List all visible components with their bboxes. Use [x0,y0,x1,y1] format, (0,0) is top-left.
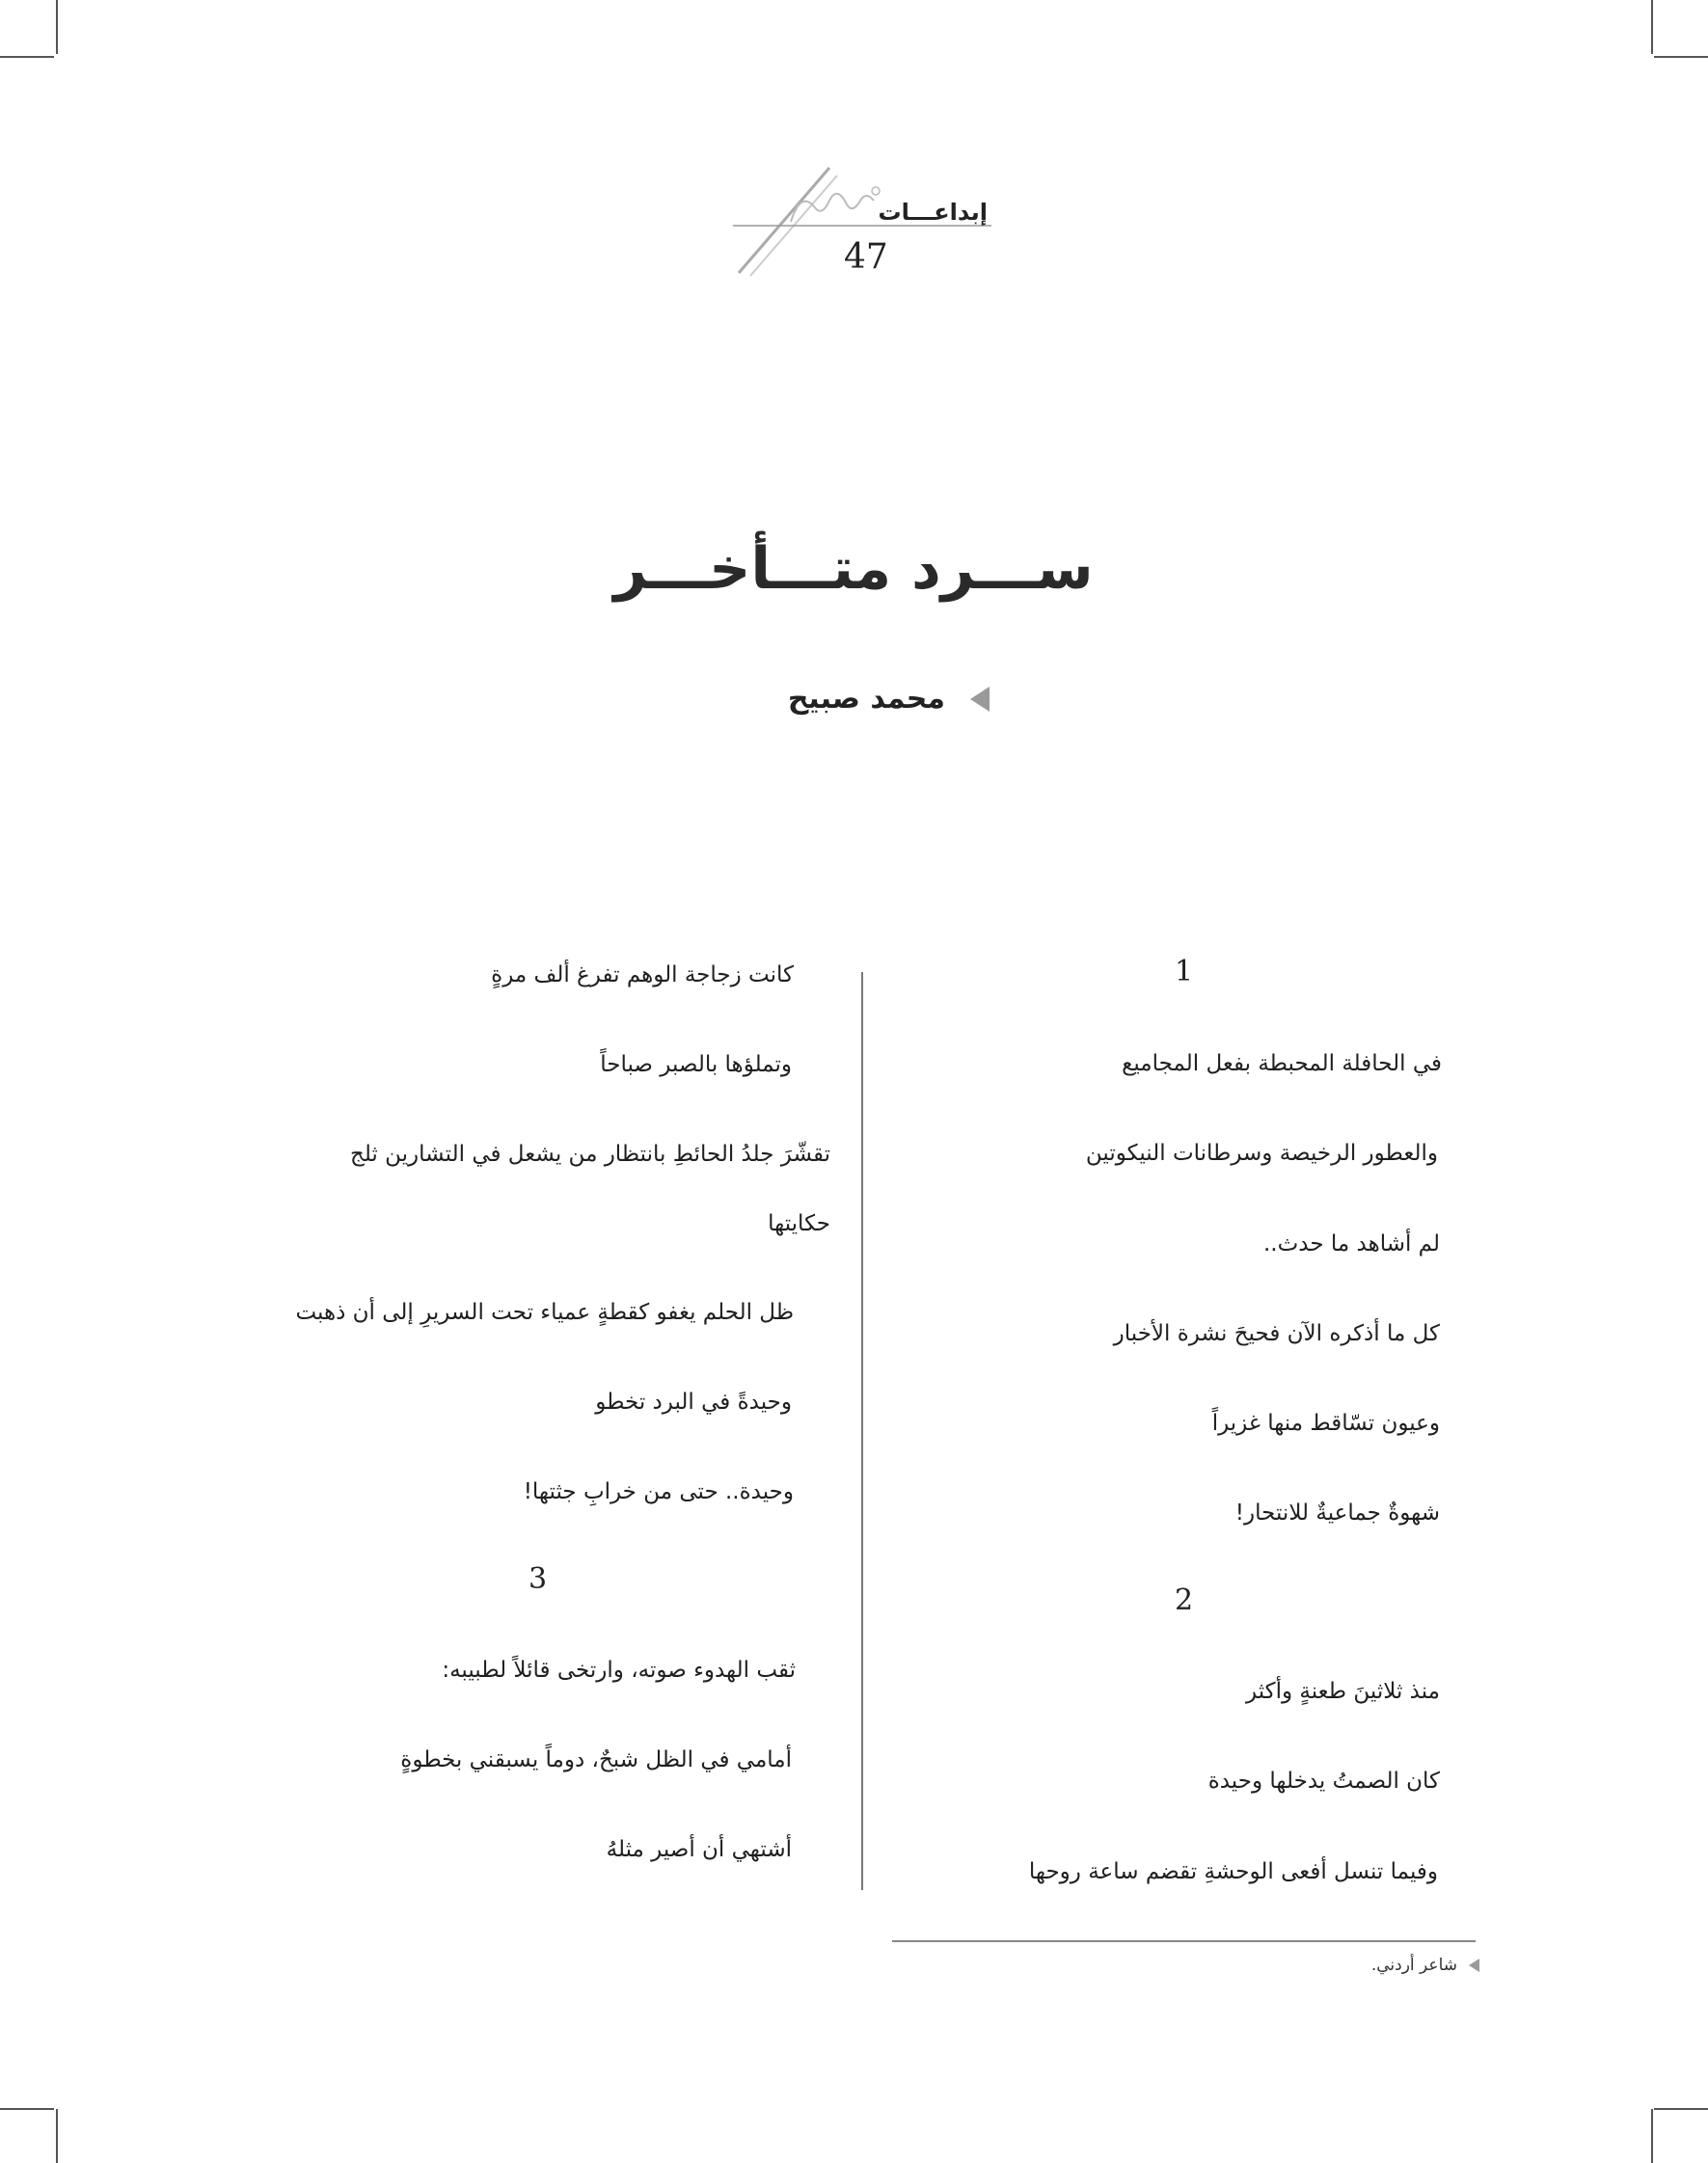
poem-line: وعيون تسّاقط منها غزيراً [1211,1411,1440,1436]
footnote [1371,1956,1479,1975]
crop-mark [1654,2108,1708,2110]
crop-mark [56,2109,58,2163]
footnote-rule [892,1940,1476,1942]
crop-mark [1654,56,1708,58]
poem-line: في الحافلة المحبطة بفعل المجاميع [1122,1051,1442,1076]
poem-line: أمامي في الظل شبحٌ، دوماً يسبقني بخطوةٍ [400,1747,792,1772]
section-number: 2 [1175,1583,1194,1617]
poem-line: والعطور الرخيصة وسرطانات النيكوتين [1085,1141,1438,1166]
crop-mark [56,0,58,54]
poem-line: لم أشاهد ما حدث.. [1262,1231,1440,1257]
page-number: 47 [844,237,888,277]
column-divider [861,972,863,1890]
footnote-text: شاعر أردني. [1370,1956,1457,1975]
poem-line: ظل الحلم يغفو كقطةٍ عمياء تحت السريرِ إلى أن ذهبت [295,1300,794,1325]
poem-line: حكايتها [768,1211,830,1236]
triangle-bullet-icon [1469,1959,1479,1972]
section-number: 3 [529,1562,548,1596]
crop-mark [1651,2109,1653,2163]
crop-mark [0,2108,54,2110]
poem-line: منذ ثلاثينَ طعنةٍ وأكثر [1246,1679,1440,1704]
section-label: إبداعـــات [878,199,988,226]
crop-mark [0,56,54,58]
poem-line: شهوةٌ جماعيةٌ للانتحار! [1234,1501,1440,1526]
triangle-bullet-icon [970,687,990,712]
poem-line: وتملؤها بالصبر صباحاً [600,1052,792,1077]
poem-line: وفيما تنسل أفعى الوحشةِ تقضم ساعة روحها [1028,1859,1438,1884]
poem-line: تقشّرَ جلدُ الحائطِ بانتظار من يشعل في التشارين ثلج [349,1142,830,1167]
page-header [733,162,1003,287]
poem-line: كل ما أذكره الآن فحيحَ نشرة الأخبار [1113,1321,1440,1346]
section-number: 1 [1175,955,1194,988]
poem-line: أشتهي أن أصير مثلهُ [606,1837,792,1862]
author-name: محمد صبيح [787,682,945,716]
author-byline [788,682,990,716]
poem-line: وحيدة.. حتى من خرابِ جثتها! [523,1479,794,1504]
poem-line: وحيدةً في البرد تخطو [595,1390,792,1415]
crop-mark [1651,0,1653,54]
poem-line: ثقب الهدوء صوته، وارتخى قائلاً لطبيبه: [442,1658,796,1683]
poem-line: كان الصمتُ يدخلها وحيدة [1207,1769,1440,1794]
poem-line: كانت زجاجة الوهم تفرغ ألف مرةٍ [491,962,794,987]
poem-title: ســـرد متـــأخـــر [613,535,1094,603]
